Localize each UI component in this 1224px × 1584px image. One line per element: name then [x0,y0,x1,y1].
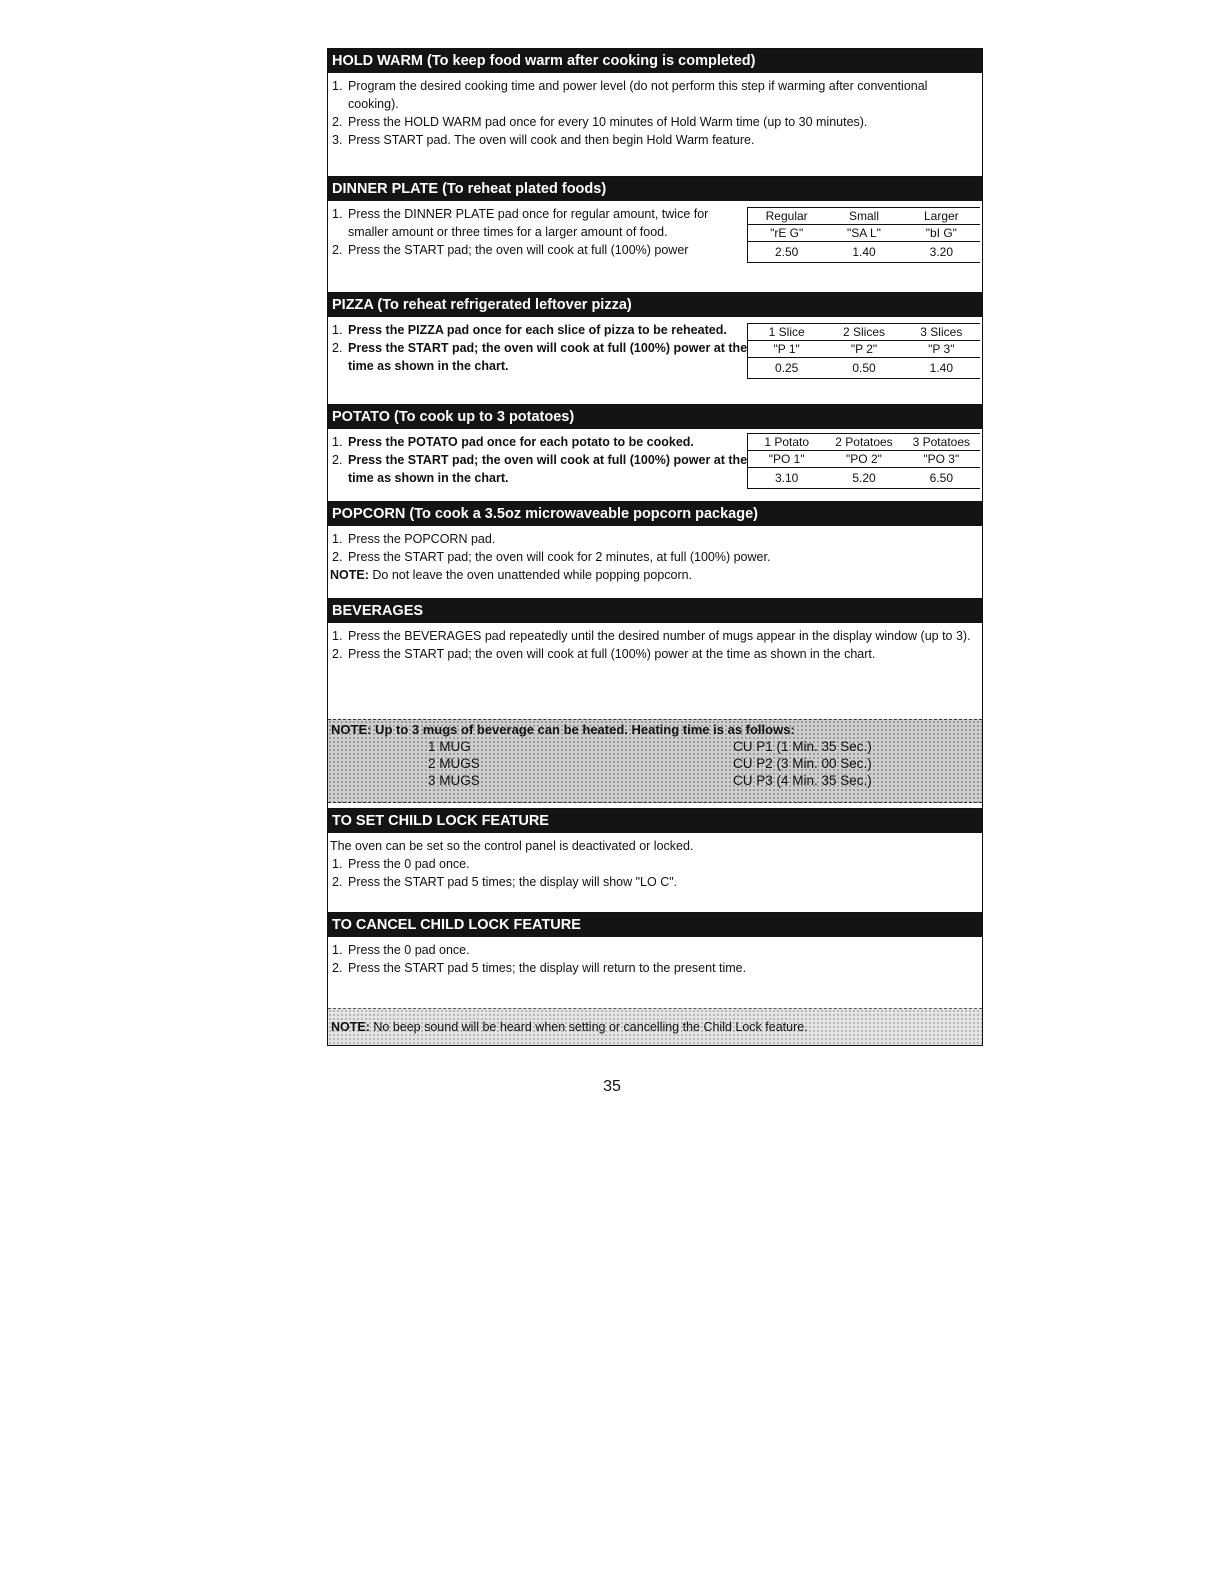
step: 2. Press the START pad; the oven will cook at full (100%) power at the time as shown in the chart. [332,341,748,373]
table-time-row: 3.10 5.20 6.50 [774,471,953,485]
step: 1. Press the POPCORN pad. [332,532,496,546]
step: 2. Press the HOLD WARM pad once for every 10 minutes of Hold Warm time (up to 30 minutes). [332,115,868,129]
table-header-row: 1 Slice 2 Slices 3 Slices [748,324,980,341]
step: 2. Press the START pad 5 times; the display will show "LO C". [332,875,678,889]
potato-table [747,433,980,489]
instruction-panel [327,48,983,1046]
pizza-steps [328,317,756,375]
dinner-plate-section [328,177,982,293]
dinner-plate-heading: DINNER PLATE (To reheat plated foods) [328,177,982,201]
step: 1. Press the 0 pad once. [332,943,470,957]
child-lock-cancel-heading: TO CANCEL CHILD LOCK FEATURE [328,913,982,937]
hold-warm-steps [328,73,982,149]
hold-warm-section [328,49,982,177]
table-time-row: 0.25 0.50 1.40 [774,361,953,375]
dinner-plate-table [747,207,980,263]
child-lock-cancel-section [328,913,982,1045]
step: 2. Press the START pad; the oven will cook at full (100%) power [332,243,689,257]
step: 1. Press the DINNER PLATE pad once for regular amount, twice for smaller amount or three times for a larger amount of food. [332,207,709,239]
beverages-section [328,599,982,809]
beverages-heading: BEVERAGES [328,599,982,623]
step: 2. Press the START pad; the oven will cook at full (100%) power at the time as shown in the chart. [332,647,876,661]
popcorn-steps [328,526,982,566]
mug-row: 1 MUG CU P1 (1 Min. 35 Sec.) [428,739,872,754]
dinner-plate-steps [328,201,756,259]
potato-section [328,405,982,502]
pizza-section [328,293,982,405]
child-lock-note: NOTE: No beep sound will be heard when setting or cancelling the Child Lock feature. [328,1008,982,1045]
step: 1. Press the 0 pad once. [332,857,470,871]
mug-row: 2 MUGS CU P2 (3 Min. 00 Sec.) [428,756,872,771]
step: 2. Press the START pad; the oven will cook at full (100%) power at the time as shown in the chart. [332,453,748,485]
step: 2. Press the START pad 5 times; the display will return to the present time. [332,961,747,975]
step: 1. Program the desired cooking time and power level (do not perform this step if warming after conventional cooking). [332,79,928,111]
potato-heading: POTATO (To cook up to 3 potatoes) [328,405,982,429]
popcorn-heading: POPCORN (To cook a 3.5oz microwaveable popcorn package) [328,502,982,526]
child-lock-set-section [328,809,982,913]
page-number: 35 [603,1078,621,1095]
table-time-row: 2.50 1.40 3.20 [774,245,953,259]
popcorn-section [328,502,982,599]
child-lock-intro: The oven can be set so the control panel is deactivated or locked. [330,839,694,853]
popcorn-note: NOTE: Do not leave the oven unattended while popping popcorn. [330,568,693,582]
potato-steps [328,429,756,487]
pizza-heading: PIZZA (To reheat refrigerated leftover pizza) [328,293,982,317]
table-code-row: "rE G" "SA L" "bI G" [748,225,980,242]
child-lock-cancel-steps [328,937,982,977]
table-header-row: Regular Small Larger [748,208,980,225]
child-lock-set-steps [328,855,982,891]
table-header-row: 1 Potato 2 Potatoes 3 Potatoes [748,434,980,451]
beverage-note-box [328,719,982,803]
beverages-steps [328,623,982,663]
table-code-row: "PO 1" "PO 2" "PO 3" [748,451,980,468]
step: 1. Press the BEVERAGES pad repeatedly until the desired number of mugs appear in the display window (up to 3). [332,629,971,643]
step: 2. Press the START pad; the oven will cook for 2 minutes, at full (100%) power. [332,550,771,564]
mug-row: 3 MUGS CU P3 (4 Min. 35 Sec.) [428,773,872,788]
hold-warm-heading: HOLD WARM (To keep food warm after cooking is completed) [328,49,982,73]
pizza-table [747,323,980,379]
step: 1. Press the POTATO pad once for each potato to be cooked. [332,435,694,449]
step: 1. Press the PIZZA pad once for each slice of pizza to be reheated. [332,323,727,337]
table-code-row: "P 1" "P 2" "P 3" [748,341,980,358]
child-lock-set-heading: TO SET CHILD LOCK FEATURE [328,809,982,833]
step: 3. Press START pad. The oven will cook and then begin Hold Warm feature. [332,133,755,147]
beverage-note: NOTE: Up to 3 mugs of beverage can be heated. Heating time is as follows: [331,722,795,737]
